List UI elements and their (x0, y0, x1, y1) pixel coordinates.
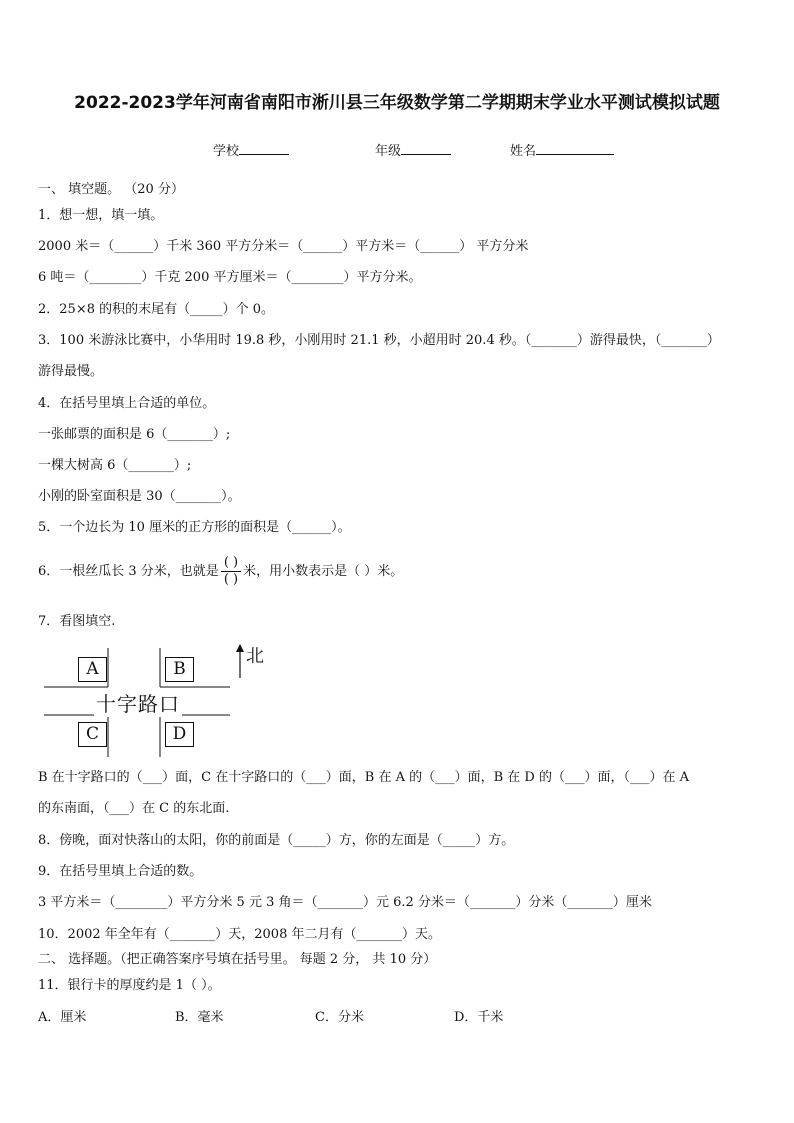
question-7-text: B 在十字路口的（___）面，C 在十字路口的（___）面，B 在 A 的（___）面，B 在 D 的（___）面，（___）在 A (38, 770, 689, 785)
question-3: 3．100 米游泳比赛中，小华用时 19.8 秒，小刚用时 21.1 秒，小超用时 20.4 秒。（_______）游得最快，（_______） (38, 333, 720, 348)
fraction-blank[interactable] (221, 555, 241, 588)
question-8: 8．傍晚，面对快落山的太阳，你的前面是（_____）方，你的左面是（_____）方。 (38, 833, 515, 848)
section-2-heading: 二、 选择题。（把正确答案序号填在括号里。 每题 2 分， 共 10 分） (38, 952, 437, 967)
question-4-a: 一张邮票的面积是 6（_______）; (38, 427, 231, 442)
question-11: 11．银行卡的厚度约是 1（ ）。 (38, 978, 221, 993)
box-b: B (165, 657, 194, 682)
section-1-heading: 一、 填空题。 （20 分） (38, 182, 184, 197)
option-c[interactable]: C．分米 (315, 1010, 364, 1025)
school-blank[interactable] (239, 140, 289, 155)
question-6 (38, 555, 403, 588)
grade-blank[interactable] (401, 140, 451, 155)
crossroad-label: 十字路口 (94, 688, 182, 717)
option-b[interactable]: B．毫米 (175, 1010, 224, 1025)
box-a: A (78, 657, 107, 682)
school-field[interactable] (213, 140, 289, 159)
school-label: 学校 (213, 144, 240, 159)
question-2: 2．25×8 的积的末尾有（_____）个 0。 (38, 302, 275, 317)
question-6-text-end: 米，用小数表示是（ ）米。 (243, 564, 404, 579)
north-label: 北 (246, 646, 264, 667)
option-d[interactable]: D．千米 (454, 1010, 504, 1025)
question-9: 9．在括号里填上合适的数。 (38, 864, 203, 879)
question-3-cont: 游得最慢。 (38, 364, 104, 379)
page-title: 2022-2023学年河南省南阳市淅川县三年级数学第二学期期末学业水平测试模拟试题 (74, 93, 720, 113)
grade-field[interactable] (375, 140, 451, 159)
question-6-text: 6．一根丝瓜长 3 分米，也就是 (38, 564, 219, 579)
question-4-b: 一棵大树高 6（_______）; (38, 458, 192, 473)
question-10: 10．2002 年全年有（_______）天，2008 年二月有（_______）天。 (38, 927, 441, 942)
grade-label: 年级 (375, 144, 402, 159)
question-5: 5．一个边长为 10 厘米的正方形的面积是（______）。 (38, 520, 351, 535)
question-7-text-cont: 的东南面，（___）在 C 的东北面. (38, 801, 230, 816)
question-4-c: 小刚的卧室面积是 30（_______）。 (38, 489, 241, 504)
name-field[interactable] (510, 140, 614, 159)
question-4: 4．在括号里填上合适的单位。 (38, 396, 216, 411)
question-1: 1．想一想，填一填。 (38, 208, 164, 223)
question-1-row-2: 6 吨＝（________）千克 200 平方厘米＝（________）平方分米。 (38, 270, 422, 285)
option-a[interactable]: A．厘米 (38, 1010, 87, 1025)
question-9-row: 3 平方米＝（________）平方分米 5 元 3 角＝（_______）元 6.2 分米＝（_______）分米（_______）厘米 (38, 895, 652, 910)
box-c: C (78, 722, 107, 747)
question-7: 7．看图填空. (38, 614, 116, 629)
question-1-row-1: 2000 米＝（______）千米 360 平方分米＝（______）平方米＝（______） 平方分米 (38, 239, 529, 254)
box-d: D (165, 722, 194, 747)
name-label: 姓名 (510, 144, 537, 159)
crossroad-diagram (40, 642, 280, 762)
name-blank[interactable] (536, 140, 614, 155)
fraction-denominator: ( ) (223, 572, 239, 587)
fraction-numerator: ( ) (221, 555, 241, 572)
